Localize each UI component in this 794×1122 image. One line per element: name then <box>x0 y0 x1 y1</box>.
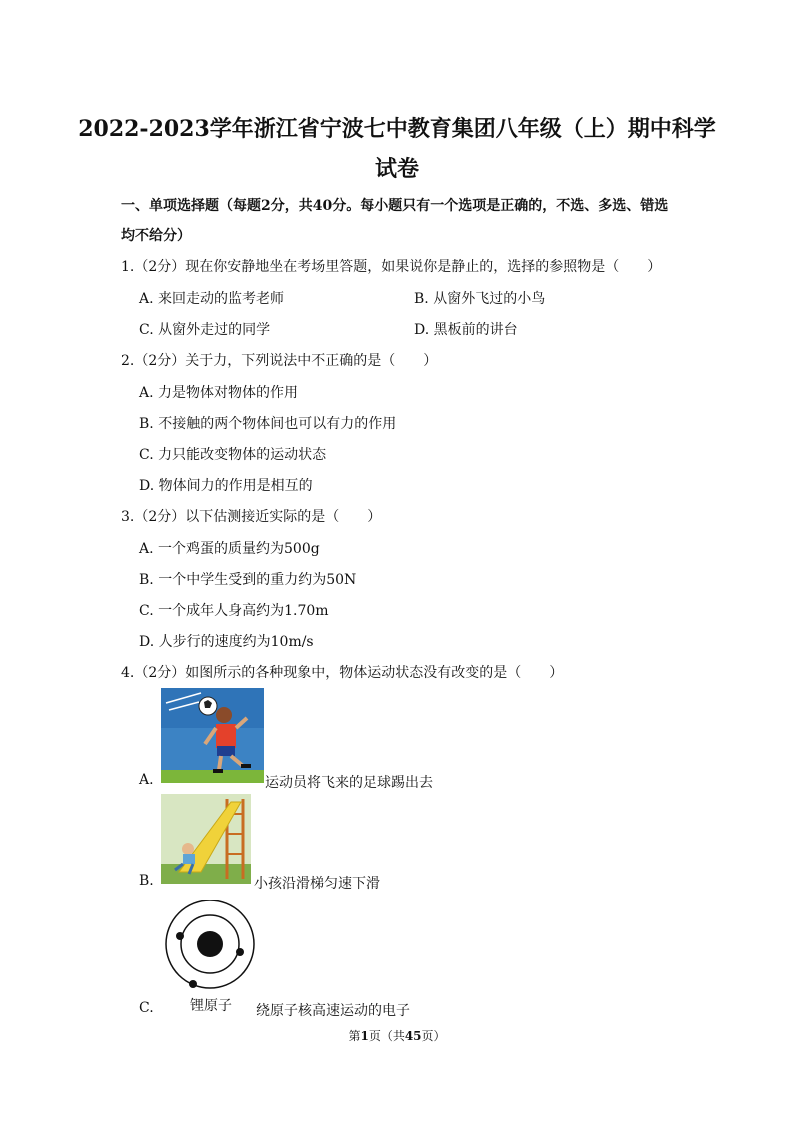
exam-title-line2: 试卷 <box>374 156 419 182</box>
q4-figure-c-label: 锂原子 <box>190 998 232 1014</box>
q4-figure-slide <box>161 794 251 884</box>
exam-title-line1: 2022-2023学年浙江省宁波七中教育集团八年级（上）期中科学 <box>78 116 716 142</box>
q4-option-b-text: 小孩沿滑梯匀速下滑 <box>254 876 380 892</box>
q4-option-a-text: 运动员将飞来的足球踢出去 <box>265 775 433 791</box>
q3-option-d: D. 人步行的速度约为10m/s <box>139 634 314 650</box>
q2-option-a: A. 力是物体对物体的作用 <box>139 385 299 401</box>
q3-option-b: B. 一个中学生受到的重力约为50N <box>139 572 357 588</box>
footer-mid: 页（共 <box>368 1029 405 1043</box>
q3-option-c: C. 一个成年人身高约为1.70m <box>139 603 329 619</box>
page-footer <box>0 1027 794 1044</box>
q4-option-c-text: 绕原子核高速运动的电子 <box>256 1003 410 1019</box>
footer-page-number: 1 <box>360 1029 369 1043</box>
q2-option-c: C. 力只能改变物体的运动状态 <box>139 447 327 463</box>
q4-option-c-letter: C. <box>139 1000 154 1016</box>
section-heading-line2: 均不给分） <box>121 228 191 244</box>
q4-option-b-letter: B. <box>139 873 154 889</box>
q2-option-b: B. 不接触的两个物体间也可以有力的作用 <box>139 416 397 432</box>
q1-option-a: A. 来回走动的监考老师 <box>139 291 285 307</box>
q1-option-b: B. 从窗外飞过的小鸟 <box>414 291 546 307</box>
q1-option-d: D. 黑板前的讲台 <box>414 322 518 338</box>
slide-illustration <box>161 794 251 884</box>
footer-total-pages: 45 <box>404 1029 422 1043</box>
q1-option-c: C. 从窗外走过的同学 <box>139 322 271 338</box>
q4-figure-soccer-player <box>161 688 264 783</box>
q4-option-a-letter: A. <box>139 772 154 788</box>
q3-stem: 3.（2分）以下估测接近实际的是（ ） <box>121 509 382 525</box>
q2-option-d: D. 物体间力的作用是相互的 <box>139 478 313 494</box>
footer-prefix: 第 <box>348 1029 361 1043</box>
footer-suffix: 页） <box>421 1029 446 1043</box>
q4-stem: 4.（2分）如图所示的各种现象中，物体运动状态没有改变的是（ ） <box>121 665 564 681</box>
section-heading-line1: 一、单项选择题（每题2分，共40分。每小题只有一个选项是正确的，不选、多选、错选 <box>121 198 669 214</box>
soccer-player-illustration <box>161 688 264 783</box>
q2-stem: 2.（2分）关于力，下列说法中不正确的是（ ） <box>121 353 438 369</box>
q3-option-a: A. 一个鸡蛋的质量约为500g <box>139 541 320 557</box>
q1-stem: 1.（2分）现在你安静地坐在考场里答题，如果说你是静止的，选择的参照物是（ ） <box>121 259 662 275</box>
